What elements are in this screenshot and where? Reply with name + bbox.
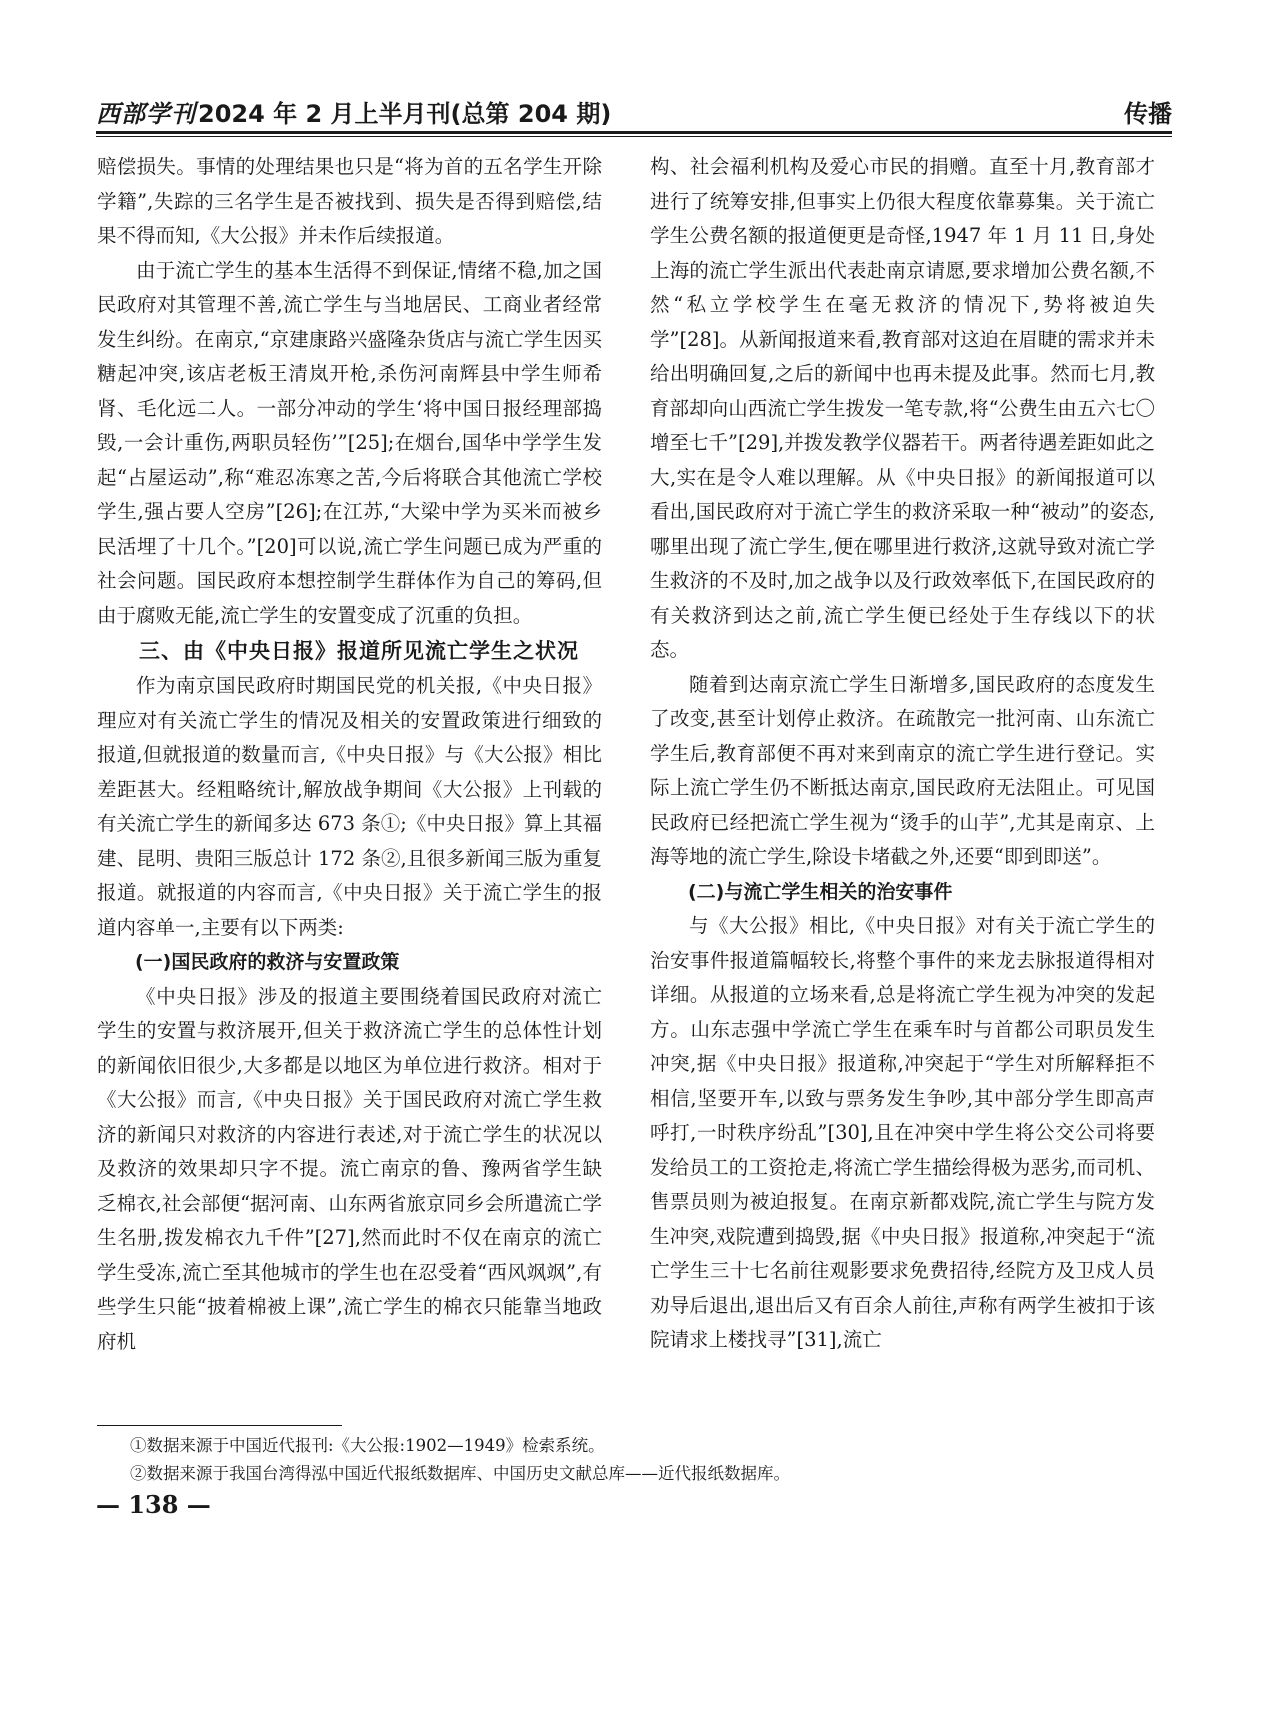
right-column <box>650 150 1155 1358</box>
running-header <box>96 88 1172 128</box>
header-rule <box>96 131 1172 134</box>
paragraph: 赔偿损失。事情的处理结果也只是“将为首的五名学生开除学籍”,失踪的三名学生是否被找到、损失是否得到赔偿,结果不得而知,《大公报》并未作后续报道。 <box>97 155 602 247</box>
footnote-2: ②数据来源于我国台湾得泓中国近代报纸数据库、中国历史文献总库——近代报纸数据库。 <box>130 1464 790 1483</box>
left-column <box>97 150 602 1359</box>
paragraph: 随着到达南京流亡学生日渐增多,国民政府的态度发生了改变,甚至计划停止救济。在疏散完一批河南、山东流亡学生后,教育部便不再对来到南京的流亡学生进行登记。实际上流亡学生仍不断抵达南京,国民政府无法阻止。可见国民政府已经把流亡学生视为“烫手的山芋”,尤其是南京、上海等地的流亡学生,除设卡堵截之外,还要“即到即送”。 <box>650 672 1155 868</box>
subsection-heading: (二)与流亡学生相关的治安事件 <box>688 880 953 903</box>
paragraph: 作为南京国民政府时期国民党的机关报,《中央日报》理应对有关流亡学生的情况及相关的安置政策进行细致的报道,但就报道的数量而言,《中央日报》与《大公报》相比差距甚大。经粗略统计,解放战争期间《大公报》上刊载的有关流亡学生的新闻多达 673 条①;《中央日报》算上其福建、昆明、贵阳三版总计 172 条②,且很多新闻三版为重复报道。就报道的内容而言,《中央日报》关于流亡学生的报道内容单一,主要有以下两类: <box>97 674 602 939</box>
footnote-1: ①数据来源于中国近代报刊:《大公报:1902—1949》检索系统。 <box>130 1436 605 1455</box>
footnote-rule <box>97 1425 342 1426</box>
subsection-heading: (一)国民政府的救济与安置政策 <box>135 951 400 973</box>
paragraph: 构、社会福利机构及爱心市民的捐赠。直至十月,教育部才进行了统筹安排,但事实上仍很大程度依靠募集。关于流亡学生公费名额的报道便更是奇怪,1947 年 1 月 11 日,身处上海的流亡学生派出代表赴南京请愿,要求增加公费名额,不然“私立学校学生在毫无救济的情况下,势将被迫失学”[28]。从新闻报道来看,教育部对这迫在眉睫的需求并未给出明确回复,之后的新闻中也再未提及此事。然而七月,教育部却向山西流亡学生拨发一笔专款,将“公费生由五六七〇增至七千”[29],并拨发教学仪器若干。两者待遇差距如此之大,实在是令人难以理解。从《中央日报》的新闻报道可以看出,国民政府对于流亡学生的救济采取一种“被动”的姿态,哪里出现了流亡学生,便在哪里进行救济,这就导致对流亡学生救济的不及时,加之战争以及行政效率低下,在国民政府的有关救济到达之前,流亡学生便已经处于生存线以下的状态。 <box>650 155 1155 661</box>
paragraph: 与《大公报》相比,《中央日报》对有关于流亡学生的治安事件报道篇幅较长,将整个事件的来龙去脉报道得相对详细。从报道的立场来看,总是将流亡学生视为冲突的发起方。山东志强中学流亡学生在乘车时与首都公司职员发生冲突,据《中央日报》报道称,冲突起于“学生对所解释拒不相信,坚要开车,以致与票务发生争吵,其中部分学生即高声呼打,一时秩序纷乱”[30],且在冲突中学生将公交公司将要发给员工的工资抢走,将流亡学生描绘得极为恶劣,而司机、售票员则为被迫报复。在南京新都戏院,流亡学生与院方发生冲突,戏院遭到捣毁,据《中央日报》报道称,冲突起于“流亡学生三十七名前往观影要求免费招待,经院方及卫戍人员劝导后退出,退出后又有百余人前往,声称有两学生被扣于该院请求上楼找寻”[31],流亡 <box>650 914 1155 1351</box>
journal-logo: 西部学刊 <box>96 99 196 128</box>
footnotes <box>97 1432 1173 1488</box>
journal-title <box>96 94 611 129</box>
section-heading: 三、由《中央日报》报道所见流亡学生之状况 <box>139 639 579 663</box>
page-number: — 138 — <box>96 1490 211 1519</box>
paragraph: 由于流亡学生的基本生活得不到保证,情绪不稳,加之国民政府对其管理不善,流亡学生与当地居民、工商业者经常发生纠纷。在南京,“京建康路兴盛隆杂货店与流亡学生因买糖起冲突,该店老板王清岚开枪,杀伤河南辉县中学生师希肾、毛化远二人。一部分冲动的学生‘将中国日报经理部捣毁,一会计重伤,两职员轻伤’”[25];在烟台,国华中学学生发起“占屋运动”,称“难忍冻寒之苦,今后将联合其他流亡学校学生,强占要人空房”[26];在江苏,“大梁中学为买米而被乡民活埋了十几个。”[20]可以说,流亡学生问题已成为严重的社会问题。国民政府本想控制学生群体作为自己的筹码,但由于腐败无能,流亡学生的安置变成了沉重的负担。 <box>97 258 602 627</box>
paragraph: 《中央日报》涉及的报道主要围绕着国民政府对流亡学生的安置与救济展开,但关于救济流亡学生的总体性计划的新闻依旧很少,大多都是以地区为单位进行救济。相对于《大公报》而言,《中央日报》关于国民政府对流亡学生救济的新闻只对救济的内容进行表述,对于流亡学生的状况以及救济的效果却只字不提。流亡南京的鲁、豫两省学生缺乏棉衣,社会部便“据河南、山东两省旅京同乡会所遣流亡学生名册,拨发棉衣九千件”[27],然而此时不仅在南京的流亡学生受冻,流亡至其他城市的学生也在忍受着“西风飒飒”,有些学生只能“披着棉被上课”,流亡学生的棉衣只能靠当地政府机 <box>97 984 602 1353</box>
issue-info: 2024 年 2 月上半月刊(总第 204 期) <box>198 100 612 128</box>
section-name: 传播 <box>1124 100 1172 128</box>
header-rule-thin <box>96 136 1172 137</box>
